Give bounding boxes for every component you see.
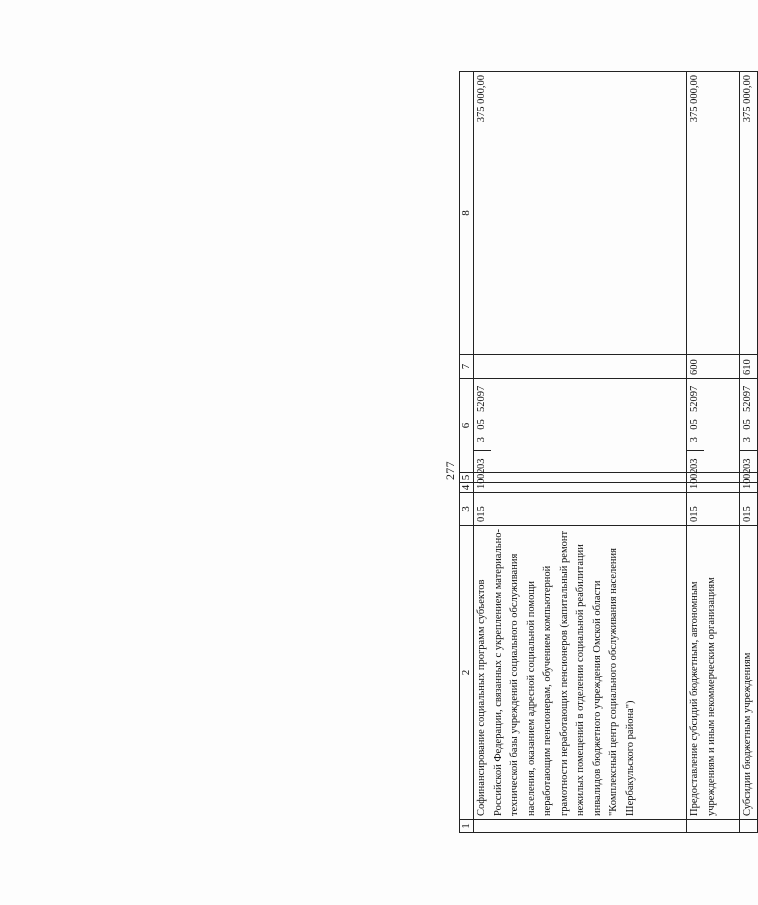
kcsr-program: 03 [687, 450, 704, 472]
target-article-cell [687, 379, 740, 473]
kcsr-program: 03 [474, 450, 491, 472]
kcsr-event: 05 [476, 419, 487, 430]
kcsr-direction: 52097 [689, 385, 700, 412]
description-cell: Субсидии бюджетным учреждениям [740, 526, 758, 820]
target-article-cell [740, 379, 758, 473]
kcsr-event: 05 [689, 419, 700, 430]
kcsr-direction: 52097 [476, 385, 487, 412]
header-cell: 2 [460, 526, 474, 820]
table-row [474, 72, 687, 833]
subsection-code-cell: 02 [687, 473, 740, 483]
expense-type-cell [474, 355, 687, 379]
kcsr-subprogram: 3 [689, 437, 700, 443]
header-cell: 5 [460, 473, 474, 483]
header-cell: 7 [460, 355, 474, 379]
header-cell: 1 [460, 820, 474, 833]
description-cell: Софинансирование социальных программ субъектов Российской Федерации, связанных с укреплением материально-технической базы учреждений социального обслуживания населения, оказанием адресной социальной помощи неработающим пенсионерам, обучением компьютерной грамотности неработающих пенсионеров (капитальный ремонт нежилых помещений в отделении социальной реабилитации инвалидов бюджетного учреждения Омской области "Комплексный центр социального обслуживания населения Шербакульского района") [474, 526, 687, 820]
amount-cell: 375 000,00 [687, 72, 740, 355]
row-number-cell [740, 820, 758, 833]
subsection-code-cell: 02 [740, 473, 758, 483]
section-code-cell: 10 [474, 483, 687, 493]
header-cell: 4 [460, 483, 474, 493]
section-code-cell: 10 [740, 483, 758, 493]
ministry-code-cell: 015 [474, 493, 687, 526]
description-cell: Предоставление субсидий бюджетным, автономным учреждениям и иным некоммерческим организациям [687, 526, 740, 820]
subsection-code-cell: 02 [474, 473, 687, 483]
amount-cell: 375 000,00 [740, 72, 758, 355]
table-row [740, 72, 758, 833]
kcsr-event: 05 [742, 419, 753, 430]
kcsr-subprogram: 3 [742, 437, 753, 443]
table-row [687, 72, 740, 833]
row-number-cell [687, 820, 740, 833]
page-number: 277 [443, 461, 457, 480]
kcsr-direction: 52097 [742, 385, 753, 412]
ministry-code-cell: 015 [687, 493, 740, 526]
kcsr-subprogram: 3 [476, 437, 487, 443]
amount-cell: 375 000,00 [474, 72, 687, 355]
target-article-cell [474, 379, 687, 473]
ministry-code-cell: 015 [740, 493, 758, 526]
section-code-cell: 10 [687, 483, 740, 493]
header-cell: 3 [460, 493, 474, 526]
kcsr-program: 03 [740, 450, 757, 472]
row-number-cell [474, 820, 687, 833]
budget-table [459, 71, 758, 833]
expense-type-cell: 600 [687, 355, 740, 379]
header-row [460, 72, 474, 833]
header-cell: 8 [460, 72, 474, 355]
expense-type-cell: 610 [740, 355, 758, 379]
header-cell: 6 [460, 379, 474, 473]
